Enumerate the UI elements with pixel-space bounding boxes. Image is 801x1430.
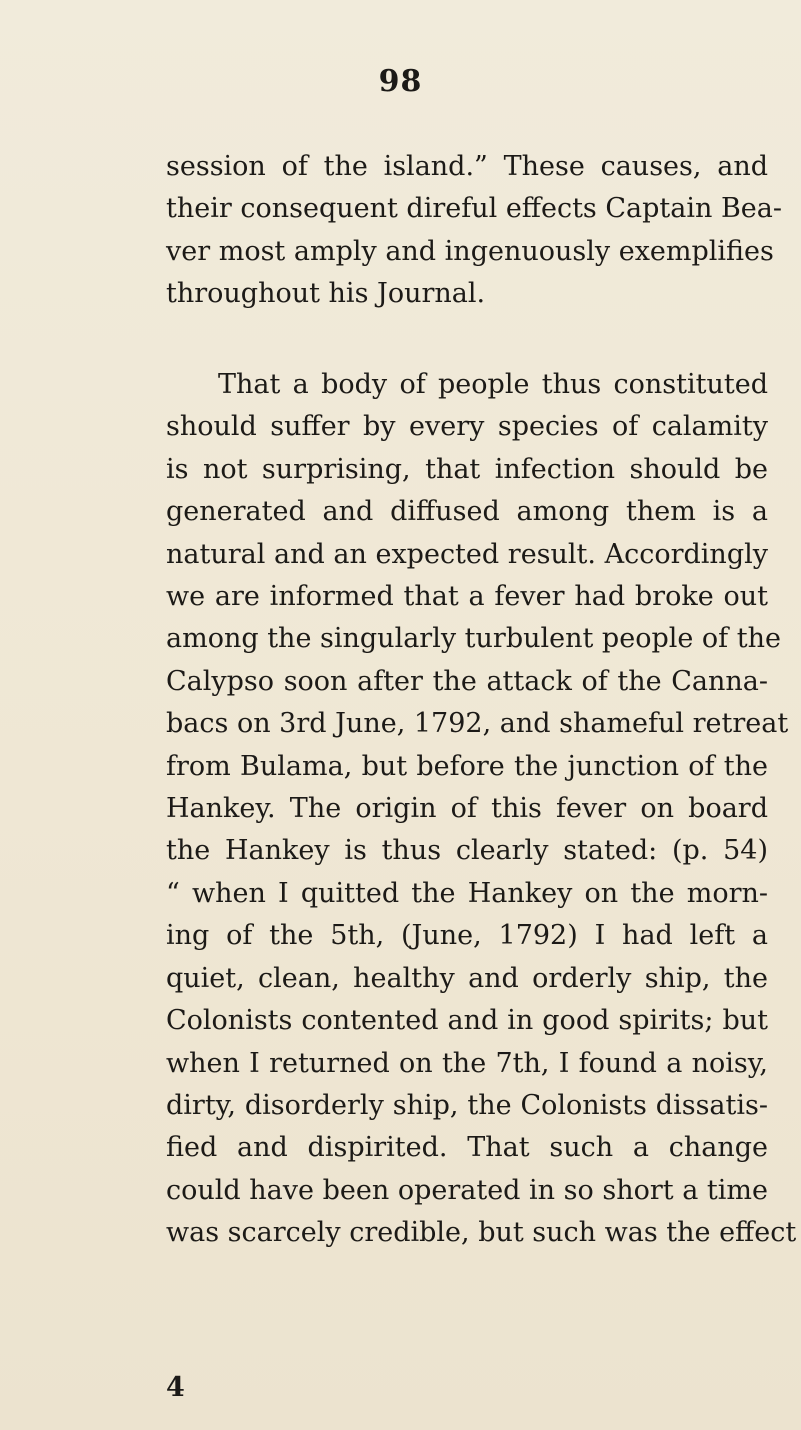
paragraph-2 (166, 364, 797, 1255)
signature-mark: 4 (166, 1372, 185, 1403)
text-line: natural and an expected result. Accordingly (166, 538, 768, 570)
text-line: ver most amply and ingenuously exemplifies (166, 235, 774, 267)
text-line: dirty, disorderly ship, the Colonists dissatis- (166, 1089, 768, 1121)
text-line: could have been operated in so short a time (166, 1174, 768, 1206)
text-line: That a body of people thus constituted (218, 369, 768, 400)
text-line: when I returned on the 7th, I found a noisy, (166, 1047, 768, 1079)
text-line: quiet, clean, healthy and orderly ship, the (166, 962, 768, 994)
text-line: fied and dispirited. That such a change (166, 1132, 768, 1164)
text-line: generated and diffused among them is a (166, 496, 768, 528)
paragraph-1 (166, 146, 783, 316)
text-line: ing of the 5th, (June, 1792) I had left a (166, 920, 768, 952)
text-line: we are informed that a fever had broke out (166, 581, 768, 613)
text-line: Colonists contented and in good spirits; but (166, 1005, 768, 1037)
text-line: from Bulama, but before the junction of the (166, 750, 768, 782)
text-line: Calypso soon after the attack of the Canna- (166, 665, 768, 697)
text-line: the Hankey is thus clearly stated: (p. 54) (166, 835, 768, 867)
text-line: Hankey. The origin of this fever on board (166, 793, 768, 825)
text-line: should suffer by every species of calamity (166, 411, 768, 443)
text-line: session of the island.” These causes, and (166, 151, 768, 182)
text-line: is not surprising, that infection should be (166, 453, 768, 485)
page-number: 98 (378, 64, 423, 99)
text-line: bacs on 3rd June, 1792, and shameful retreat (166, 708, 789, 740)
text-line: among the singularly turbulent people of the (166, 623, 781, 655)
text-line: was scarcely credible, but such was the effect (166, 1217, 797, 1249)
text-line: throughout his Journal. (166, 278, 486, 310)
text-line: their consequent direful effects Captain Bea- (166, 193, 783, 225)
text-line: “ when I quitted the Hankey on the morn- (166, 877, 768, 909)
